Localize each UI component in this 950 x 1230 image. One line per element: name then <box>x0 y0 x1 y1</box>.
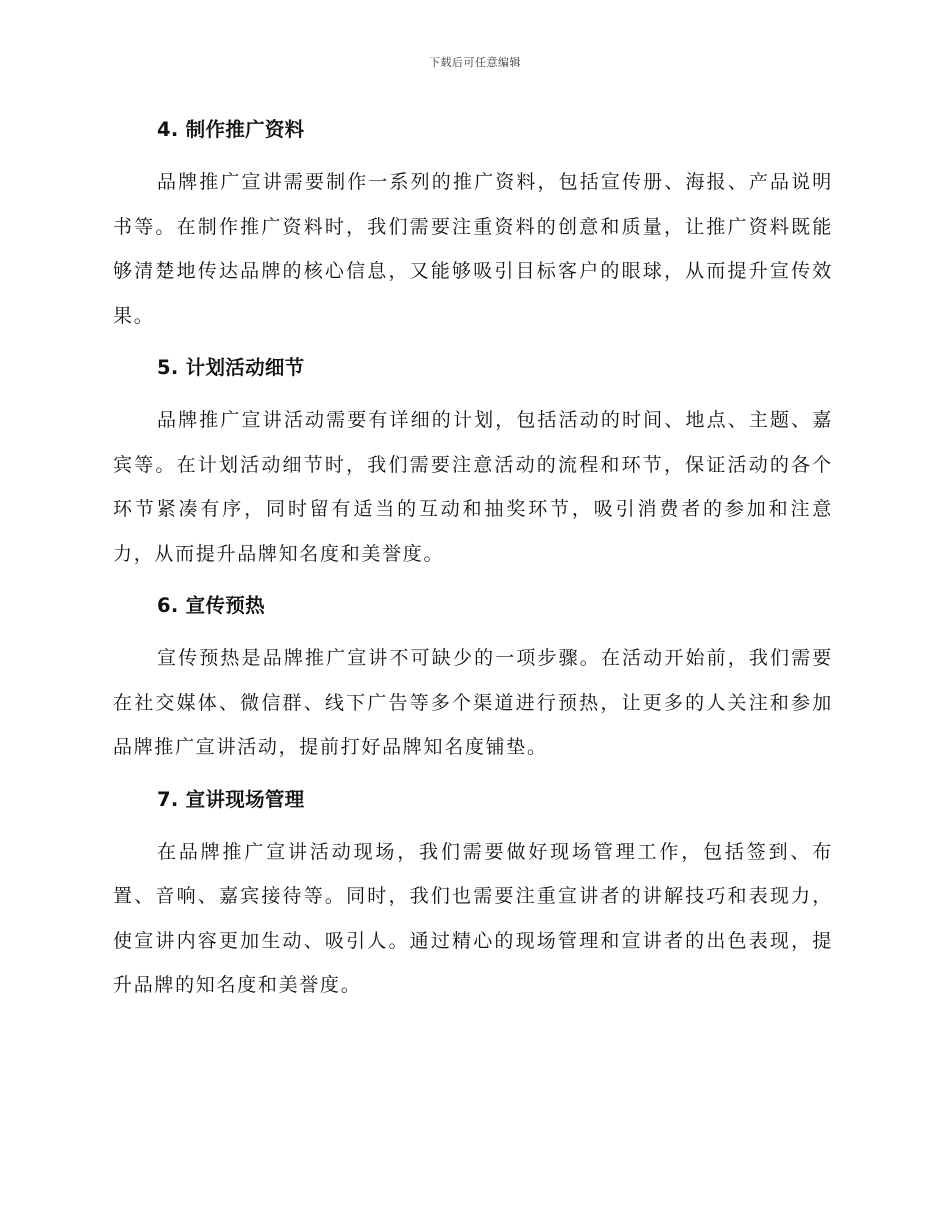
section-heading-6: 6. 宣传预热 <box>157 594 265 617</box>
section-heading-5: 5. 计划活动细节 <box>157 356 305 379</box>
document-body <box>113 113 833 1008</box>
section-paragraph-5: 品牌推广宣讲活动需要有详细的计划，包括活动的时间、地点、主题、嘉宾等。在计划活动细节时，我们需要注意活动的流程和环节，保证活动的各个环节紧凑有序，同时留有适当的互动和抽奖环节，吸引消费者的参加和注意力，从而提升品牌知名度和美誉度。 <box>113 409 833 565</box>
section-paragraph-4: 品牌推广宣讲需要制作一系列的推广资料，包括宣传册、海报、产品说明书等。在制作推广资料时，我们需要注重资料的创意和质量，让推广资料既能够清楚地传达品牌的核心信息，又能够吸引目标客户的眼球，从而提升宣传效果。 <box>113 171 833 327</box>
section-heading-7: 7. 宣讲现场管理 <box>157 787 305 811</box>
section-paragraph-7: 在品牌推广宣讲活动现场，我们需要做好现场管理工作，包括签到、布置、音响、嘉宾接待等。同时，我们也需要注重宣讲者的讲解技巧和表现力，使宣讲内容更加生动、吸引人。通过精心的现场管理和宣讲者的出色表现，提升品牌的知名度和美誉度。 <box>113 840 833 996</box>
section-paragraph-6: 宣传预热是品牌推广宣讲不可缺少的一项步骤。在活动开始前，我们需要在社交媒体、微信群、线下广告等多个渠道进行预热，让更多的人关注和参加品牌推广宣讲活动，提前打好品牌知名度铺垫。 <box>113 647 833 758</box>
page-header-note: 下载后可任意编辑 <box>429 56 521 69</box>
section-heading-4: 4. 制作推广资料 <box>157 118 305 141</box>
